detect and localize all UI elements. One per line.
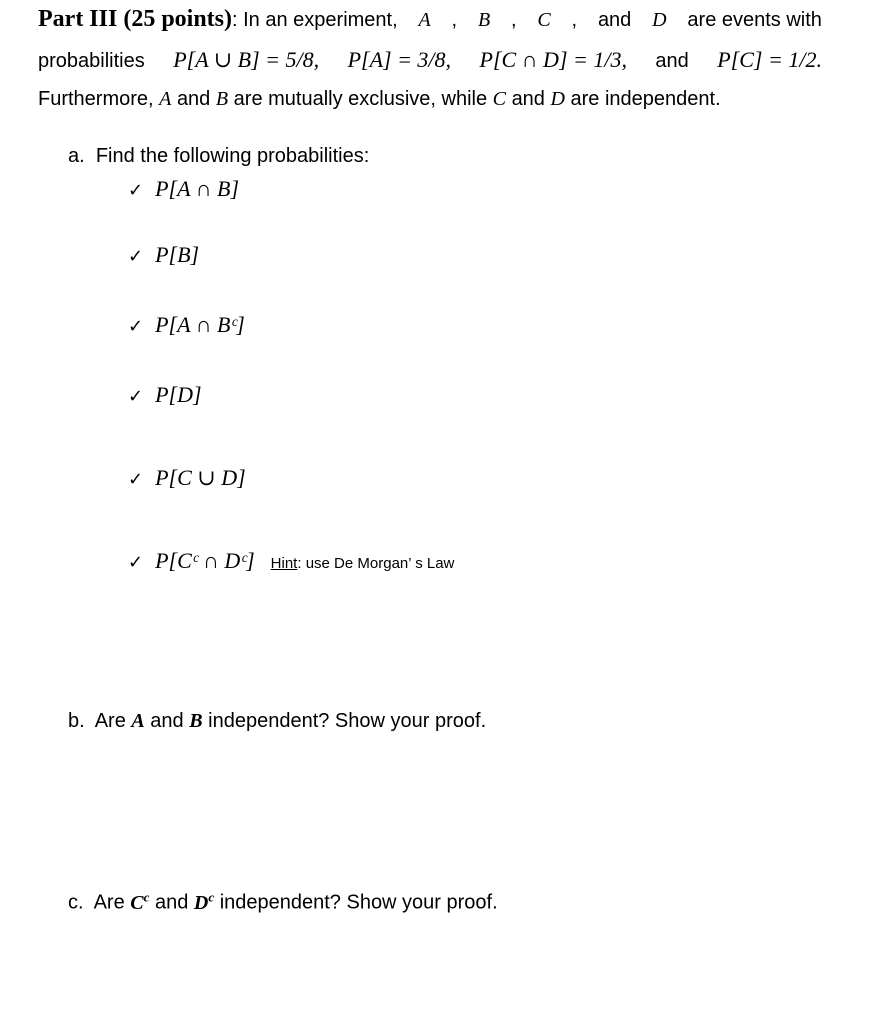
question-b-heading — [68, 710, 486, 733]
event-c-ref: C — [492, 88, 506, 110]
list-item — [128, 176, 239, 202]
item-expression: P[D] — [155, 382, 202, 407]
question-a-label: a. — [68, 145, 85, 167]
list-item — [128, 548, 454, 574]
event-b: B — [477, 9, 491, 31]
event-c: C — [537, 9, 551, 31]
question-b-pre: Are — [94, 710, 126, 732]
intro-end: are events with — [687, 9, 822, 31]
item-expression: P[A ∩ B] — [155, 176, 240, 201]
prob-c: P[C] = 1/2. — [717, 47, 822, 72]
and-word-c: and — [154, 891, 189, 914]
item-expression: P[Cᶜ ∩ Dᶜ] — [155, 548, 255, 573]
event-a: A — [418, 9, 431, 31]
list-item — [128, 242, 199, 268]
item-expression: P[C ∪ D] — [155, 465, 246, 490]
question-c-pre: Are — [93, 891, 125, 914]
checkmark-icon: ✓ — [128, 246, 144, 267]
hint-body: : use De Morgan’ s Law — [297, 555, 455, 572]
and-word-b: and — [150, 710, 184, 732]
question-c-heading — [68, 889, 498, 915]
and-word-3: and — [176, 88, 211, 110]
probabilities-label: probabilities — [38, 50, 145, 72]
complement-sup: c — [208, 889, 215, 904]
question-b-label: b. — [68, 710, 85, 732]
part-title: Part III (25 points) — [38, 6, 233, 32]
event-d-complement — [193, 889, 215, 914]
event-a-bold: A — [131, 710, 145, 732]
hint-label: Hint — [270, 555, 298, 572]
prob-c-intersect-d: P[C ∩ D] = 1/3, — [479, 47, 627, 72]
question-c-post: independent? Show your proof. — [219, 891, 498, 914]
event-a-ref: A — [159, 88, 172, 110]
and-word-4: and — [511, 88, 545, 110]
question-b-post: independent? Show your proof. — [208, 710, 487, 732]
question-c-label: c. — [68, 891, 84, 914]
independent-text: are independent. — [570, 88, 721, 110]
prob-a-union-b: P[A ∪ B] = 5/8, — [173, 47, 320, 72]
prob-a: P[A] = 3/8, — [347, 47, 452, 72]
checkmark-icon: ✓ — [128, 469, 144, 490]
and-word: and — [597, 9, 632, 31]
question-a-heading — [68, 145, 369, 168]
event-d: D — [652, 9, 667, 31]
checkmark-icon: ✓ — [128, 180, 144, 201]
event-b-bold: B — [189, 710, 203, 732]
list-item — [128, 465, 246, 491]
question-a-text: Find the following probabilities: — [95, 145, 370, 167]
event-b-ref: B — [215, 88, 229, 110]
checkmark-icon: ✓ — [128, 386, 144, 407]
hint-text — [271, 555, 455, 572]
item-expression: P[A ∩ Bᶜ] — [155, 312, 245, 337]
event-d-letter: D — [193, 891, 209, 914]
intro-line-3 — [38, 88, 721, 111]
intro-line-1: Part III (25 points): In an experiment, A , B , C , and D are events with — [38, 6, 822, 32]
mutually-exclusive-text: are mutually exclusive, while — [233, 88, 488, 110]
checkmark-icon: ✓ — [128, 316, 144, 337]
list-item — [128, 382, 202, 408]
complement-sup: c — [143, 889, 150, 904]
list-item — [128, 312, 245, 338]
furthermore-text: Furthermore, — [38, 88, 154, 110]
intro-text: : In an experiment, — [232, 9, 398, 31]
checkmark-icon: ✓ — [128, 552, 144, 573]
event-c-complement — [130, 889, 150, 914]
intro-line-2 — [38, 47, 822, 73]
event-c-letter: C — [130, 891, 144, 914]
item-expression: P[B] — [155, 242, 200, 267]
event-d-ref: D — [550, 88, 565, 110]
and-word-2: and — [655, 50, 689, 72]
